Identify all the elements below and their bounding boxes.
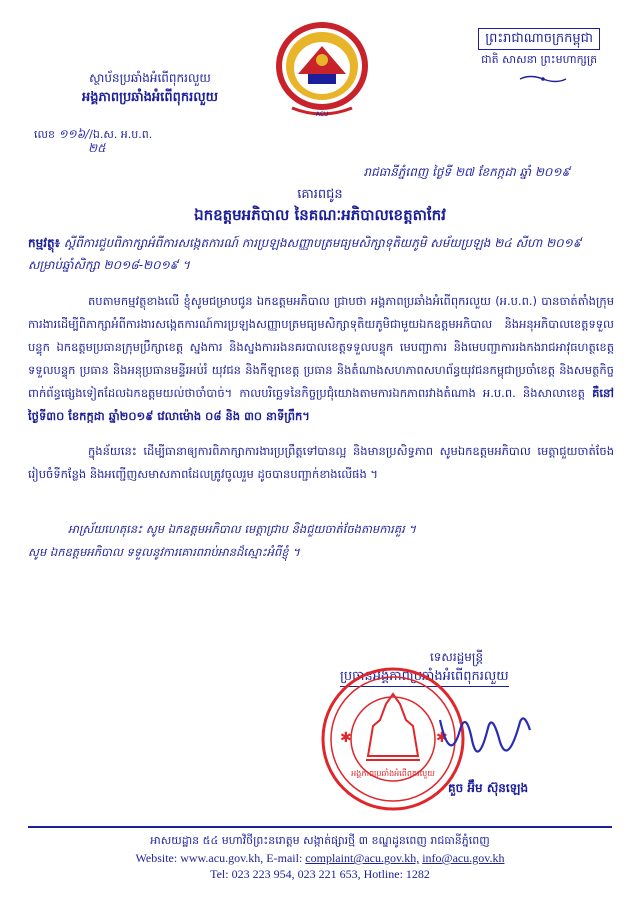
hotline-value: 1282 xyxy=(405,867,430,881)
handwritten-signature-icon xyxy=(430,700,550,770)
closing-line-1: អាស្រ័យហេតុនេះ សូម ឯកឧត្តមអភិបាល មេត្តាជ្រាប និងជួយចាត់ចែងតាមការគួរ ។ xyxy=(68,522,417,536)
tel-label: Tel: xyxy=(210,867,229,881)
subject-label: កម្មវត្ថុ៖ xyxy=(28,236,60,250)
signatory-title-1: ទេសរដ្ឋមន្ត្រី xyxy=(430,650,484,664)
sender-institution: ស្ថាប័នប្រឆាំងអំពើពុករលួយ xyxy=(89,71,211,85)
email-link-complaint[interactable]: complaint@acu.gov.kh, xyxy=(305,851,420,865)
date-day: ២៧ xyxy=(454,165,474,179)
kingdom-motto: ជាតិ សាសនា ព្រះមហាក្សត្រ xyxy=(481,53,598,66)
subject-text: ស្តីពីការជួបពិភាក្សាអំពីការសង្កេតការណ៍ ការប្រឡងសញ្ញាបត្រមធ្យមសិក្សាទុតិយភូមិ សម័យប្រឡង ២៤ សីហា ២០១៩ សម្រាប់ឆ្នាំសិក្សា ២០១៨-២០១៩ ។ xyxy=(28,236,582,272)
body-paragraph-1 xyxy=(28,290,614,428)
seal-text: អង្គភាពប្រឆាំងអំពើពុករលួយ xyxy=(351,769,435,778)
website-link[interactable]: www.acu.gov.kh, xyxy=(180,851,264,865)
kingdom-header xyxy=(478,28,600,70)
body-closing xyxy=(28,518,588,564)
sender-unit: អង្គភាពប្រឆាំងអំពើពុករលួយ xyxy=(82,90,218,105)
website-label: Website: xyxy=(135,851,178,865)
kingdom-title: ព្រះរាជាណាចក្រកម្ពុជា xyxy=(478,28,600,50)
subject-block xyxy=(28,232,618,276)
signatory-name: គួច អ៊ឹម ស៊ុនឡេង xyxy=(448,781,529,795)
date-line xyxy=(364,164,571,182)
hotline-label: Hotline: xyxy=(363,867,403,881)
date-suffix: ខែកក្កដា ឆ្នាំ ២០១៩ xyxy=(477,165,570,179)
recipient-line: ឯកឧត្តមអភិបាល នៃគណៈអភិបាលខេត្តតាកែវ xyxy=(194,206,446,224)
ref-label: លេខ xyxy=(34,128,55,141)
tel-value: 023 223 954, 023 221 653, xyxy=(231,867,361,881)
ornament-divider-icon xyxy=(518,74,568,84)
closing-line-2: សូម ឯកឧត្តមអភិបាល ទទួលនូវការគោរពរាប់អានដ៏ស្មោះអំពីខ្ញុំ ។ xyxy=(28,545,300,559)
svg-text:✱: ✱ xyxy=(340,730,352,746)
footer-divider xyxy=(28,826,612,828)
meeting-date-bold: គឺនៅថ្ងៃទី៣០ ខែកក្កដា ឆ្នាំ២០១៩ វេលាម៉ោង ០៨ និង ៣០ នាទីព្រឹក។ xyxy=(28,386,614,423)
email-link-info[interactable]: info@acu.gov.kh xyxy=(422,851,505,865)
logo-caption: ACU xyxy=(315,111,329,118)
ref-value: ១១៦/ xyxy=(58,127,90,141)
body-paragraph-1-text: តបតាមកម្មវត្ថុខាងលើ ខ្ញុំសូមជម្រាបជូន ឯកឧត្តមអភិបាល ជ្រាបថា អង្គភាពប្រឆាំងអំពើពុករលួយ (អ.ប.ព.) បានចាត់តាំងក្រុមការងារដើម្បីពិភាក្សាអំពីការងារសង្កេតការណ៍ការប្រឡងសញ្ញាបត្រមធ្យមសិក្សាទុតិយភូមិជាមួយឯកឧត្តមអភិបាល និងអនុអភិបាលខេត្តទទួលបន្ទុក ឯកឧត្តមប្រធានក្រុមប្រឹក្សាខេត្ត ស្នងការ និងស្នងការរងនគរបាលខេត្តទទួលបន្ទុក មេបញ្ជាការ និងមេបញ្ជាការរងកងរាជអាវុធហត្ថខេត្តទទួលបន្ទុក ប្រធាន និងអនុប្រធានមន្ទីរអប់រំ យុវជន និងកីឡាខេត្ត ប្រធាន និងតំណាងសហភាពសហព័ន្ធយុវជនកម្ពុជាប្រចាំខេត្ត និងសមត្ថកិច្ចពាក់ព័ន្ធផ្សេងទៀតដែលឯកឧត្តមយល់ថាចាំបាច់។ កាលបរិច្ឆេទនៃកិច្ចប្រជុំយោងតាមការឯកភាពរវាងតំណាង អ.ប.ព. និងសាលាខេត្ត xyxy=(28,294,614,400)
signatory-title-2: ប្រធានអង្គភាពប្រឆាំងអំពើពុករលួយ xyxy=(340,667,509,687)
footer-address: អាសយដ្ឋាន ៥៤ មហាវិថីព្រះនរោត្តម សង្កាត់ផ្សារថ្មី ៣ ខណ្ឌដូនពេញ រាជធានីភ្នំពេញ xyxy=(150,834,490,847)
sender-block xyxy=(30,68,270,108)
body-paragraph-2: ក្នុងន័យនេះ ដើម្បីធានាឲ្យការពិភាក្សាការងារប្រព្រឹត្តទៅបានល្អ និងមានប្រសិទ្ធភាព សូមឯកឧត្តមអភិបាល មេត្តាជួយចាត់ចែងរៀបចំទីកន្លែង និងអញ្ជើញសមាសភាពដែលត្រូវចូលរួម ដូចបានបញ្ជាក់ខាងលើផង ។ xyxy=(28,444,614,481)
ref-suffix: /ឯ.ស. អ.ប.ព. xyxy=(89,128,153,141)
ref-value-secondary: ២៥ xyxy=(88,141,106,155)
date-prefix: រាជធានីភ្នំពេញ ថ្ងៃទី xyxy=(363,165,452,179)
email-label: E-mail: xyxy=(266,851,303,865)
footer-phone xyxy=(0,866,640,883)
acu-logo-icon xyxy=(272,16,372,124)
svg-text:✱: ✱ xyxy=(436,730,448,746)
respect-line: គោរពជូន xyxy=(297,187,343,202)
footer-web-email xyxy=(0,850,640,867)
